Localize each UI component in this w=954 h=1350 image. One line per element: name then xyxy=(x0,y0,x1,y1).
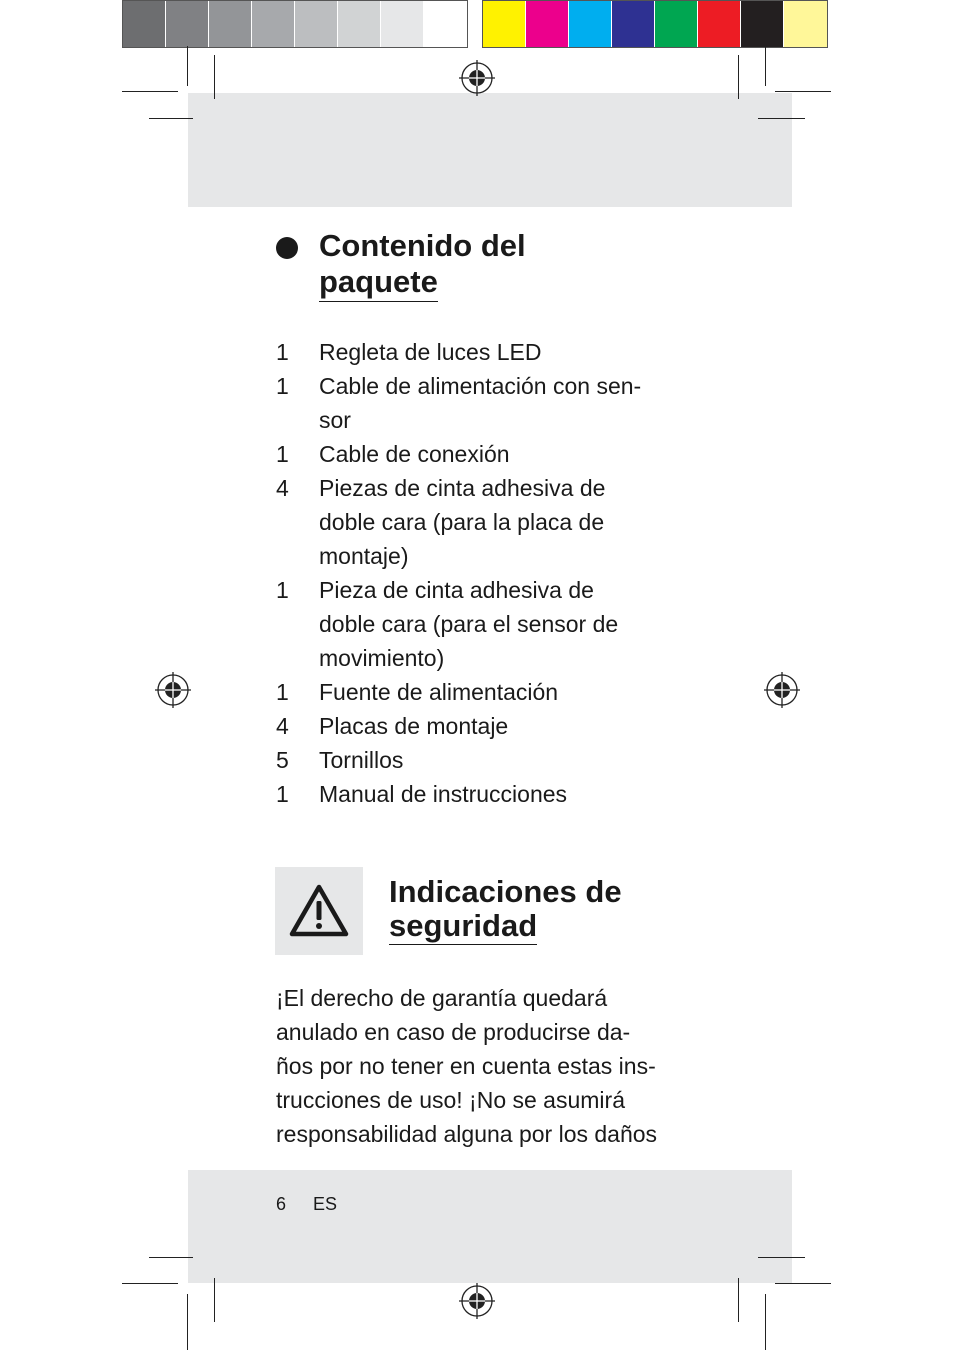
crop-mark xyxy=(775,91,831,92)
registration-mark-icon xyxy=(459,1283,495,1319)
paragraph-line: trucciones de uso! ¡No se asumirá xyxy=(276,1087,625,1113)
crop-mark xyxy=(187,46,188,86)
paragraph-line: ¡El derecho de garantía quedará xyxy=(276,985,608,1011)
item-description-line: doble cara (para el sensor de xyxy=(319,611,619,637)
top-gray-band xyxy=(188,93,792,207)
item-description-line: Manual de instrucciones xyxy=(319,781,568,807)
crop-mark xyxy=(738,1278,739,1322)
item-description xyxy=(319,471,676,573)
item-description-line: montaje) xyxy=(319,543,409,569)
list-item xyxy=(276,437,676,471)
item-quantity: 1 xyxy=(276,441,289,467)
gray-swatch xyxy=(381,1,424,47)
item-description-line: movimiento) xyxy=(319,645,445,671)
list-item xyxy=(276,743,676,777)
crop-mark xyxy=(122,91,178,92)
bottom-gray-band xyxy=(188,1170,792,1283)
item-description-line: Cable de conexión xyxy=(319,441,510,467)
paragraph-line: anulado en caso de producirse da- xyxy=(276,1019,631,1045)
crop-mark xyxy=(187,1294,188,1350)
item-description xyxy=(319,709,676,743)
registration-mark-icon xyxy=(155,672,191,708)
title-line-1: Indicaciones de xyxy=(389,874,622,909)
item-quantity: 1 xyxy=(276,679,289,705)
gray-swatch xyxy=(295,1,338,47)
title-line-2: seguridad xyxy=(389,908,538,943)
list-item xyxy=(276,471,676,573)
gray-swatch xyxy=(252,1,295,47)
item-quantity: 4 xyxy=(276,475,289,501)
item-description xyxy=(319,675,676,709)
item-description-line: sor xyxy=(319,407,351,433)
item-description-line: Placas de montaje xyxy=(319,713,509,739)
item-quantity: 1 xyxy=(276,373,289,399)
crop-mark xyxy=(765,46,766,86)
item-description xyxy=(319,573,676,675)
item-quantity: 5 xyxy=(276,747,289,773)
item-quantity: 1 xyxy=(276,339,289,365)
item-description-line: Tornillos xyxy=(319,747,404,773)
list-item xyxy=(276,369,676,437)
gray-swatch xyxy=(338,1,381,47)
color-swatch xyxy=(483,1,526,47)
title-line-1: Contenido del xyxy=(319,228,526,263)
gray-swatch xyxy=(424,1,467,47)
color-calibration-bar xyxy=(482,0,828,48)
item-description-line: Cable de alimentación con sen- xyxy=(319,373,642,399)
warning-icon-box xyxy=(275,867,363,955)
crop-mark xyxy=(765,1294,766,1350)
item-description xyxy=(319,369,676,437)
list-item xyxy=(276,573,676,675)
item-description-line: Pieza de cinta adhesiva de xyxy=(319,577,594,603)
item-description-line: Regleta de luces LED xyxy=(319,339,542,365)
language-code: ES xyxy=(313,1194,338,1214)
crop-mark xyxy=(738,55,739,99)
registration-mark-icon xyxy=(764,672,800,708)
list-item xyxy=(276,335,676,369)
item-description-line: Fuente de alimentación xyxy=(319,679,559,705)
item-description-line: Piezas de cinta adhesiva de xyxy=(319,475,606,501)
list-item xyxy=(276,675,676,709)
gray-calibration-bar xyxy=(122,0,468,48)
gray-swatch xyxy=(209,1,252,47)
crop-mark xyxy=(775,1283,831,1284)
list-item xyxy=(276,777,676,811)
warning-triangle-icon xyxy=(288,883,350,939)
crop-mark xyxy=(214,1278,215,1322)
paragraph-line: responsabilidad alguna por los daños xyxy=(276,1121,658,1147)
page-number: 6 xyxy=(276,1194,287,1214)
bullet-dot-icon xyxy=(276,237,298,259)
paragraph-line: ños por no tener en cuenta estas ins- xyxy=(276,1053,656,1079)
package-contents-list xyxy=(276,335,676,811)
item-quantity: 1 xyxy=(276,781,289,807)
crop-mark xyxy=(149,1257,193,1258)
safety-paragraph xyxy=(276,981,686,1151)
item-description xyxy=(319,335,676,369)
registration-mark-icon xyxy=(459,60,495,96)
section-title-safety xyxy=(389,875,622,945)
item-description xyxy=(319,437,676,471)
crop-mark xyxy=(122,1283,178,1284)
crop-mark xyxy=(214,55,215,99)
item-quantity: 4 xyxy=(276,713,289,739)
crop-mark xyxy=(149,118,193,119)
list-item xyxy=(276,709,676,743)
color-swatch xyxy=(526,1,569,47)
item-description xyxy=(319,743,676,777)
item-description-line: doble cara (para la placa de xyxy=(319,509,605,535)
item-quantity: 1 xyxy=(276,577,289,603)
section-title-contents xyxy=(319,228,526,302)
gray-swatch xyxy=(123,1,166,47)
color-swatch xyxy=(569,1,612,47)
color-swatch xyxy=(741,1,784,47)
crop-mark xyxy=(758,118,805,119)
color-swatch xyxy=(655,1,698,47)
page-footer xyxy=(276,1194,359,1215)
crop-mark xyxy=(758,1257,805,1258)
title-line-2: paquete xyxy=(319,264,438,302)
color-swatch xyxy=(698,1,741,47)
gray-swatch xyxy=(166,1,209,47)
item-description xyxy=(319,777,676,811)
color-swatch xyxy=(784,1,827,47)
color-swatch xyxy=(612,1,655,47)
